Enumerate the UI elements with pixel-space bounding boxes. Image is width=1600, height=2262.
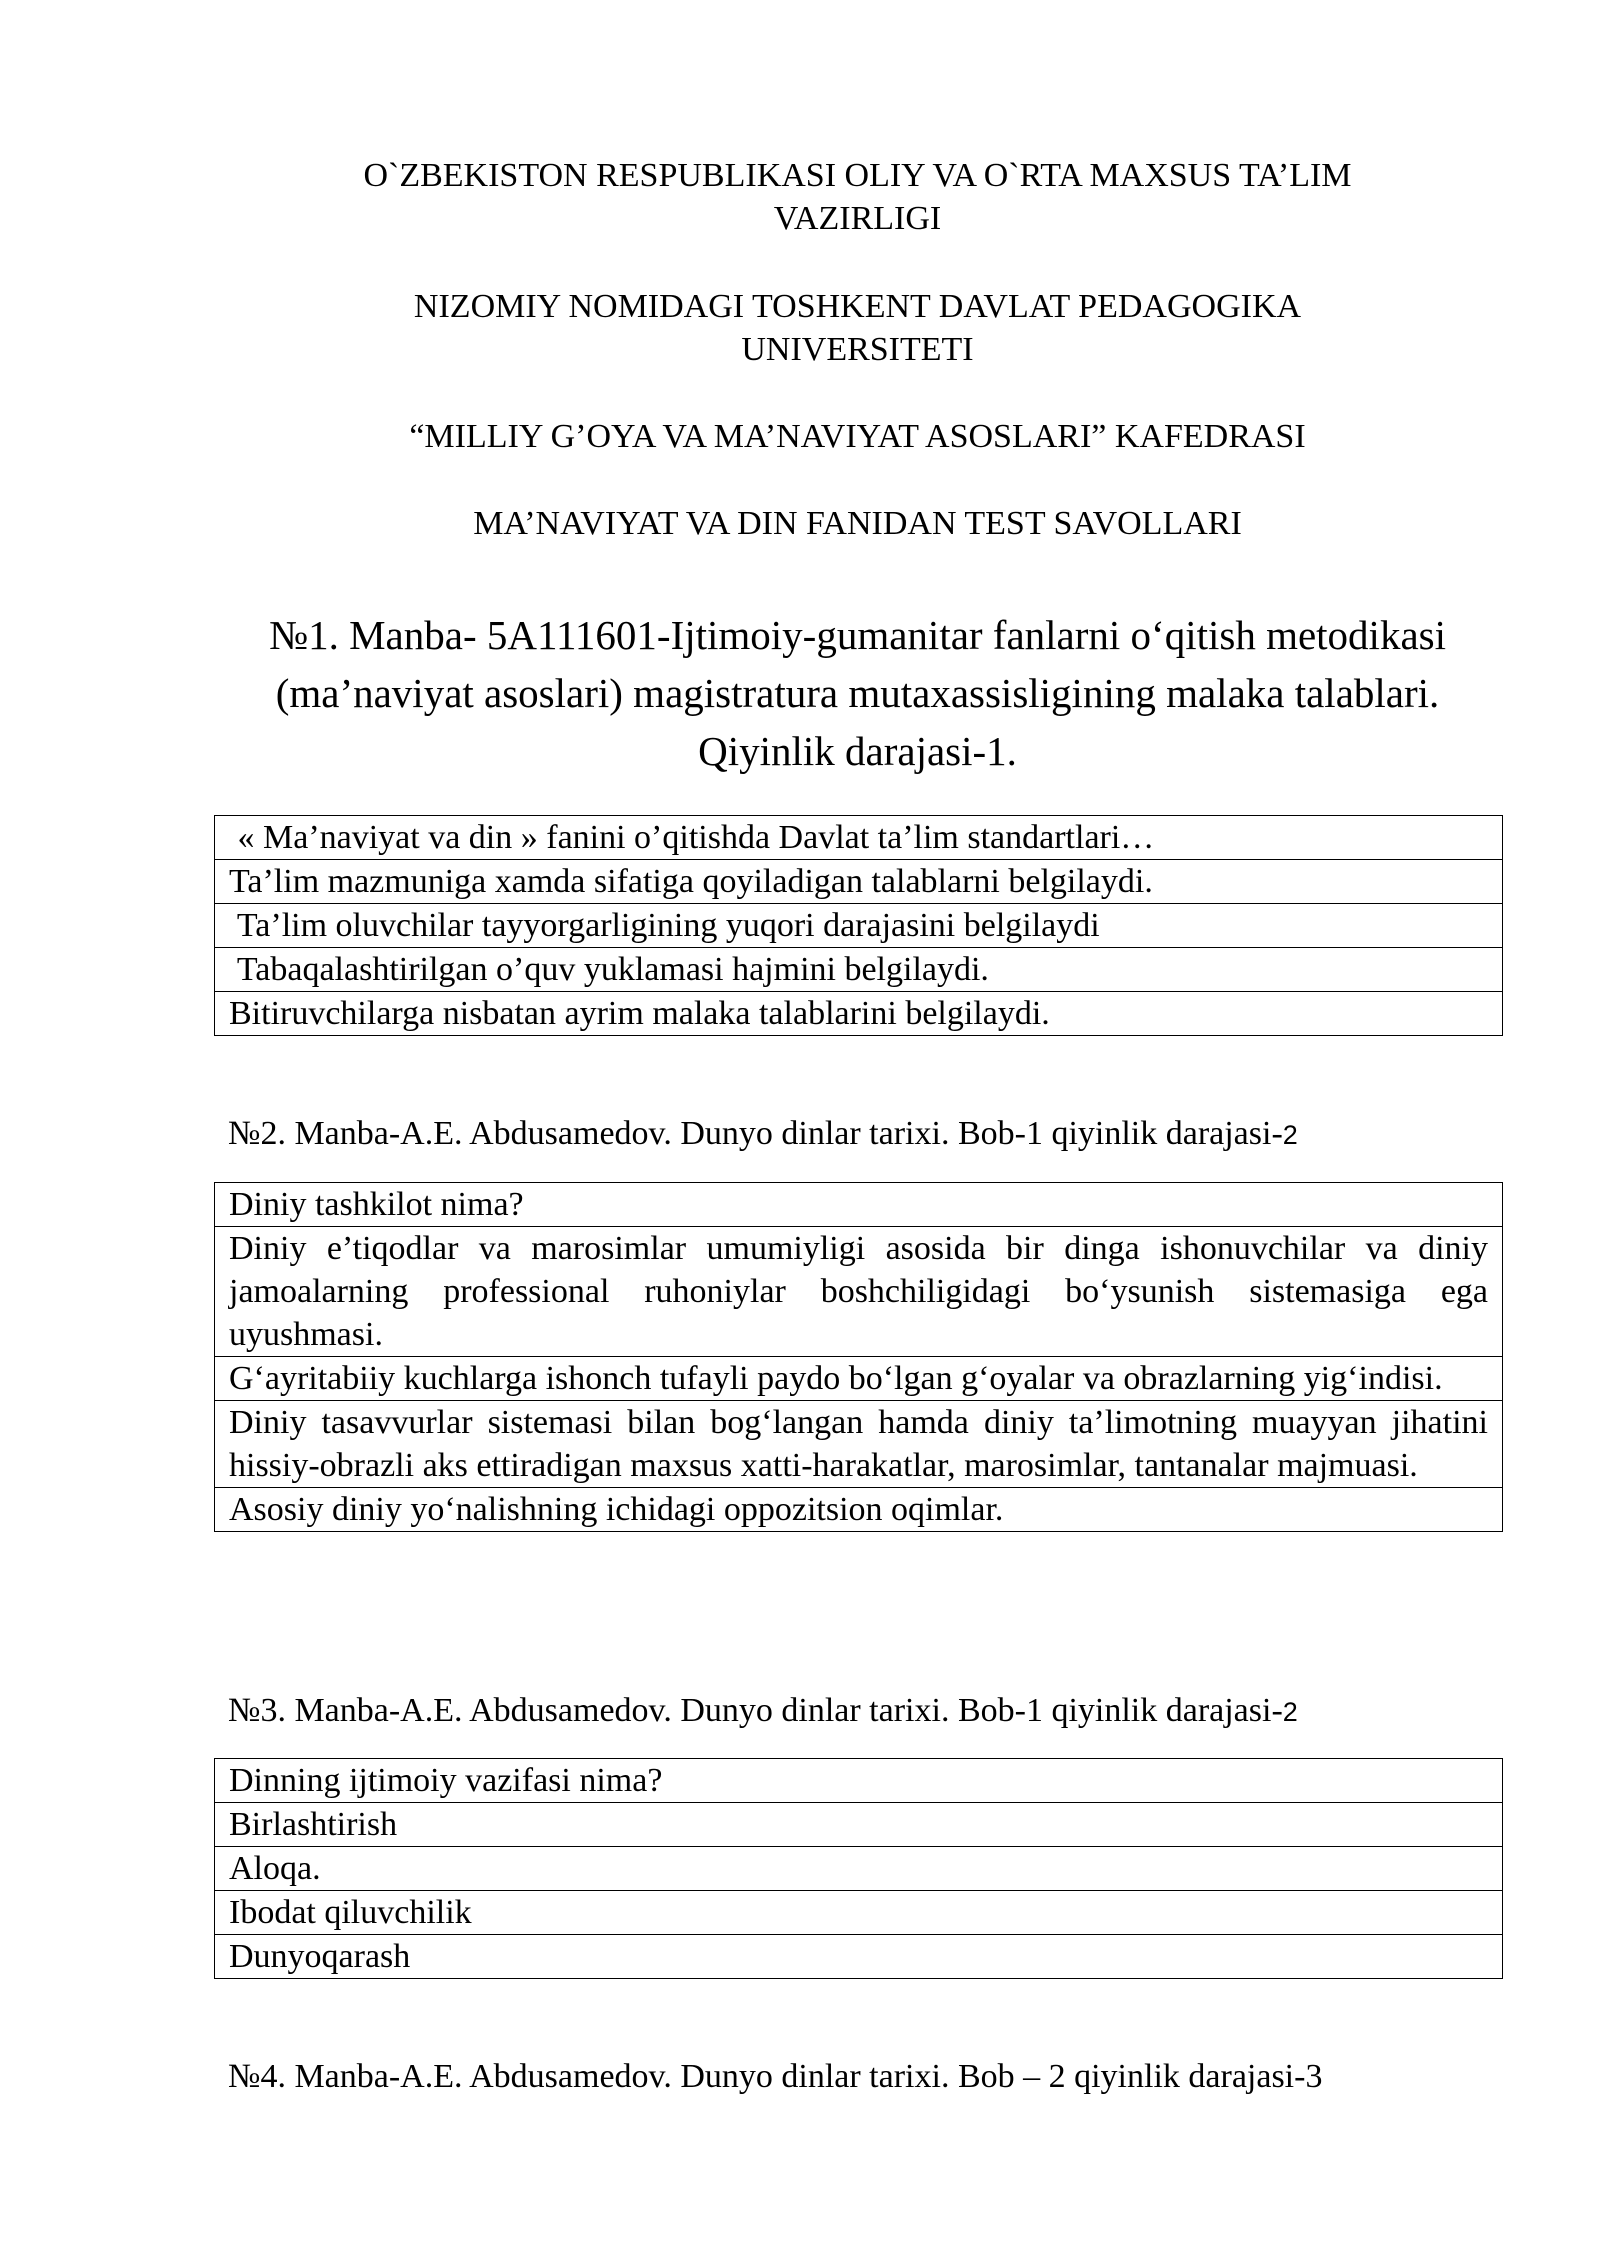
question-2-prompt-row (215, 1183, 1503, 1227)
question-3-answer-a: Birlashtirish (215, 1803, 1503, 1847)
question-2-heading (228, 1112, 1518, 1157)
question-3-prompt: Dinning ijtimoiy vazifasi nima? (215, 1759, 1503, 1803)
question-2-table (214, 1182, 1503, 1532)
question-3-table (214, 1758, 1503, 1979)
university-heading (215, 285, 1500, 371)
question-3-answer-c: Ibodat qiluvchilik (215, 1891, 1503, 1935)
question-1-answer-row (215, 948, 1503, 992)
question-1-answer-row (215, 860, 1503, 904)
ministry-line-2: VAZIRLIGI (773, 200, 942, 237)
ministry-line-1: O`ZBEKISTON RESPUBLIKASI OLIY VA O`RTA MAXSUS TA’LIM (363, 157, 1352, 194)
question-3-answer-row (215, 1847, 1503, 1891)
question-1-answer-row (215, 992, 1503, 1036)
question-3-difficulty: 2 (1282, 1697, 1298, 1727)
question-1-answer-c: Tabaqalashtirilgan o’quv yuklamasi hajmini belgilaydi. (215, 948, 1503, 992)
question-2-answer-row (215, 1488, 1503, 1532)
question-3-prompt-row (215, 1759, 1503, 1803)
question-4-heading: №4. Manba-A.E. Abdusamedov. Dunyo dinlar tarixi. Bob – 2 qiyinlik darajasi-3 (228, 2058, 1323, 2095)
question-2-answer-row (215, 1227, 1503, 1357)
question-1-table (214, 815, 1503, 1036)
university-line-2: UNIVERSITETI (741, 331, 974, 368)
question-2-answer-row (215, 1401, 1503, 1488)
question-2-answer-a: Diniy e’tiqodlar va marosimlar umumiyligi asosida bir dinga ishonuvchilar va diniy jamoalarning professional ruhoniylar boshchiligidagi bo‘ysunish sistemasiga ega uyushmasi. (215, 1227, 1503, 1357)
question-3-answer-row (215, 1891, 1503, 1935)
question-1-answer-d: Bitiruvchilarga nisbatan ayrim malaka talablarini belgilaydi. (215, 992, 1503, 1036)
question-1-prompt-row (215, 816, 1503, 860)
question-1-answer-a: Ta’lim mazmuniga xamda sifatiga qoyiladigan talablarni belgilaydi. (215, 860, 1503, 904)
question-3-answer-d: Dunyoqarash (215, 1935, 1503, 1979)
ministry-heading (215, 154, 1500, 240)
question-3-answer-b: Aloqa. (215, 1847, 1503, 1891)
question-1-answer-b: Ta’lim oluvchilar tayyorgarligining yuqori darajasini belgilaydi (215, 904, 1503, 948)
question-1-heading-line-2: (ma’naviyat asoslari) magistratura mutaxassisligining malaka talablari. (275, 670, 1440, 716)
department-heading: “MILLIY G’OYA VA MA’NAVIYAT ASOSLARI” KAFEDRASI (409, 418, 1306, 455)
question-1-heading (215, 606, 1500, 780)
question-1-answer-row (215, 904, 1503, 948)
university-line-1: NIZOMIY NOMIDAGI TOSHKENT DAVLAT PEDAGOGIKA (413, 288, 1302, 325)
question-3-heading-text: №3. Manba-A.E. Abdusamedov. Dunyo dinlar tarixi. Bob-1 qiyinlik darajasi- (228, 1692, 1283, 1729)
question-2-answer-b: G‘ayritabiiy kuchlarga ishonch tufayli paydo bo‘lgan g‘oyalar va obrazlarning yig‘indisi. (215, 1357, 1503, 1401)
question-2-answer-row (215, 1357, 1503, 1401)
question-2-answer-c: Diniy tasavvurlar sistemasi bilan bog‘langan hamda diniy ta’limotning muayyan jihatini hissiy-obrazli aks ettiradigan maxsus xatti-harakatlar, marosimlar, tantanalar majmuasi. (215, 1401, 1503, 1488)
question-3-answer-row (215, 1935, 1503, 1979)
question-2-heading-text: №2. Manba-A.E. Abdusamedov. Dunyo dinlar tarixi. Bob-1 qiyinlik darajasi- (228, 1115, 1283, 1152)
question-1-heading-line-3: Qiyinlik darajasi-1. (698, 728, 1017, 774)
question-3-heading (228, 1689, 1518, 1734)
question-2-difficulty: 2 (1282, 1120, 1298, 1150)
document-title: MA’NAVIYAT VA DIN FANIDAN TEST SAVOLLARI (473, 505, 1242, 542)
question-2-prompt: Diniy tashkilot nima? (215, 1183, 1503, 1227)
question-2-answer-d: Asosiy diniy yo‘nalishning ichidagi oppozitsion oqimlar. (215, 1488, 1503, 1532)
question-1-prompt: « Ma’naviyat va din » fanini o’qitishda Davlat ta’lim standartlari… (215, 816, 1503, 860)
question-3-answer-row (215, 1803, 1503, 1847)
question-1-heading-line-1: №1. Manba- 5A111601-Ijtimoiy-gumanitar fanlarni o‘qitish metodikasi (268, 612, 1446, 658)
